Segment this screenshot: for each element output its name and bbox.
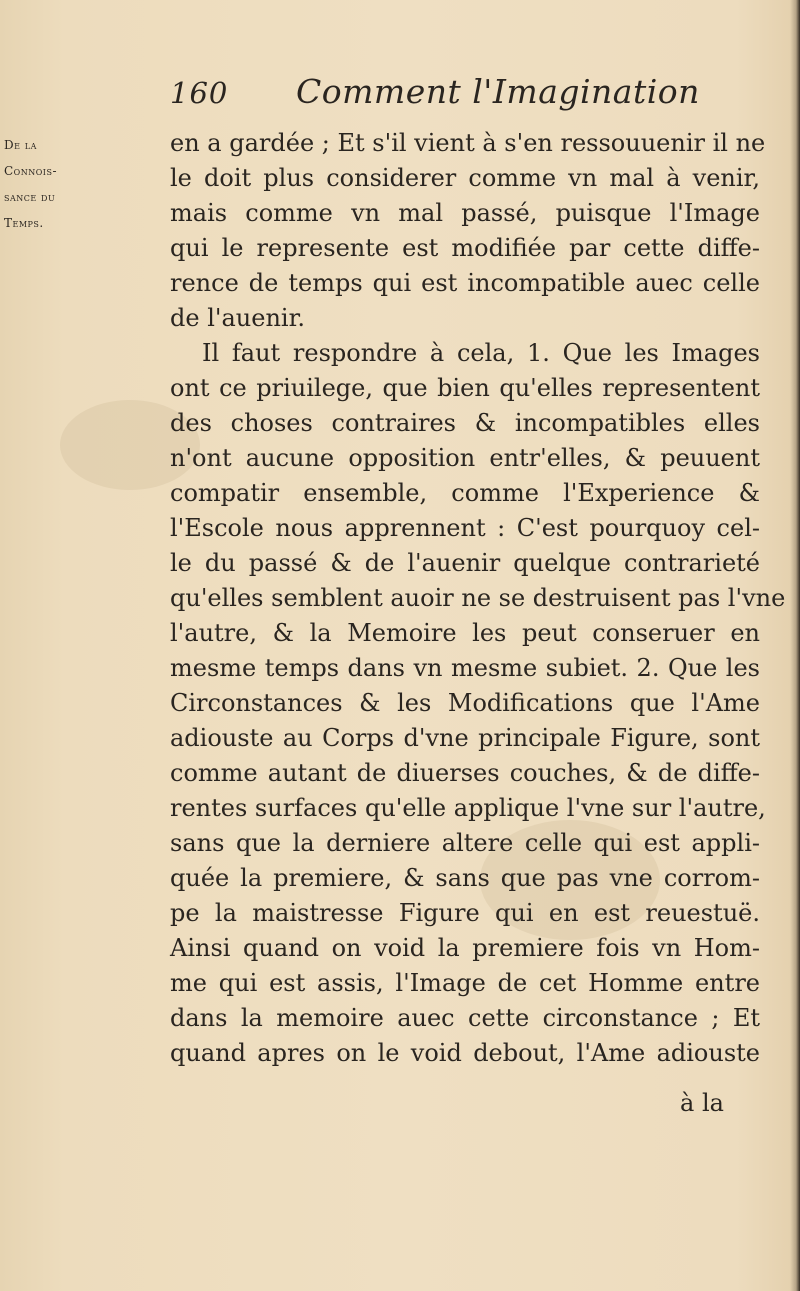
catchword: à la xyxy=(680,1089,724,1117)
text-line: l'Escole nous apprennent : C'est pourquoy cel- xyxy=(170,514,760,542)
text-line: le doit plus considerer comme vn mal à venir, xyxy=(170,164,760,192)
page-header xyxy=(170,72,730,116)
text-line: comme autant de diuerses couches, & de diffe- xyxy=(170,759,760,787)
text-line: Il faut respondre à cela, 1. Que les Images xyxy=(202,339,760,367)
running-title: Comment l'Imagination xyxy=(296,72,700,111)
text-line: sans que la derniere altere celle qui est appli- xyxy=(170,829,760,857)
margin-note-line: sance du xyxy=(4,190,56,204)
text-line: mais comme vn mal passé, puisque l'Image xyxy=(170,199,760,227)
page-edge-shadow xyxy=(790,0,800,1291)
margin-note-line: Temps. xyxy=(4,216,44,230)
text-line: compatir ensemble, comme l'Experience & xyxy=(170,479,760,507)
text-line: quand apres on le void debout, l'Ame adiouste xyxy=(170,1039,760,1067)
text-line: rence de temps qui est incompatible auec celle xyxy=(170,269,760,297)
margin-note-line: De la xyxy=(4,138,37,152)
margin-note xyxy=(4,132,104,236)
text-line: pe la maistresse Figure qui en est reuestuë. xyxy=(170,899,760,927)
text-line: dans la memoire auec cette circonstance ; Et xyxy=(170,1004,760,1032)
page-number: 160 xyxy=(170,76,229,110)
text-line: qui le represente est modifiée par cette diffe- xyxy=(170,234,760,262)
text-line: l'autre, & la Memoire les peut conseruer en xyxy=(170,619,760,647)
text-line: de l'auenir. xyxy=(170,304,306,332)
text-line: des choses contraires & incompatibles elles xyxy=(170,409,760,437)
text-line: qu'elles semblent auoir ne se destruisent pas l'vne xyxy=(170,584,786,612)
text-line: en a gardée ; Et s'il vient à s'en ressouuenir il ne xyxy=(170,129,766,157)
text-line: me qui est assis, l'Image de cet Homme entre xyxy=(170,969,760,997)
margin-note-line: Connois- xyxy=(4,164,57,178)
text-line: n'ont aucune opposition entr'elles, & peuuent xyxy=(170,444,760,472)
text-line: adiouste au Corps d'vne principale Figure, sont xyxy=(170,724,760,752)
text-line: mesme temps dans vn mesme subiet. 2. Que les xyxy=(170,654,760,682)
text-line: Ainsi quand on void la premiere fois vn Hom- xyxy=(170,934,760,962)
body-text xyxy=(170,126,786,1071)
text-line: rentes surfaces qu'elle applique l'vne sur l'autre, xyxy=(170,794,766,822)
text-line: quée la premiere, & sans que pas vne corrom- xyxy=(170,864,760,892)
text-line: ont ce priuilege, que bien qu'elles representent xyxy=(170,374,760,402)
text-line: le du passé & de l'auenir quelque contrarieté xyxy=(170,549,760,577)
text-line: Circonstances & les Modifications que l'Ame xyxy=(170,689,760,717)
